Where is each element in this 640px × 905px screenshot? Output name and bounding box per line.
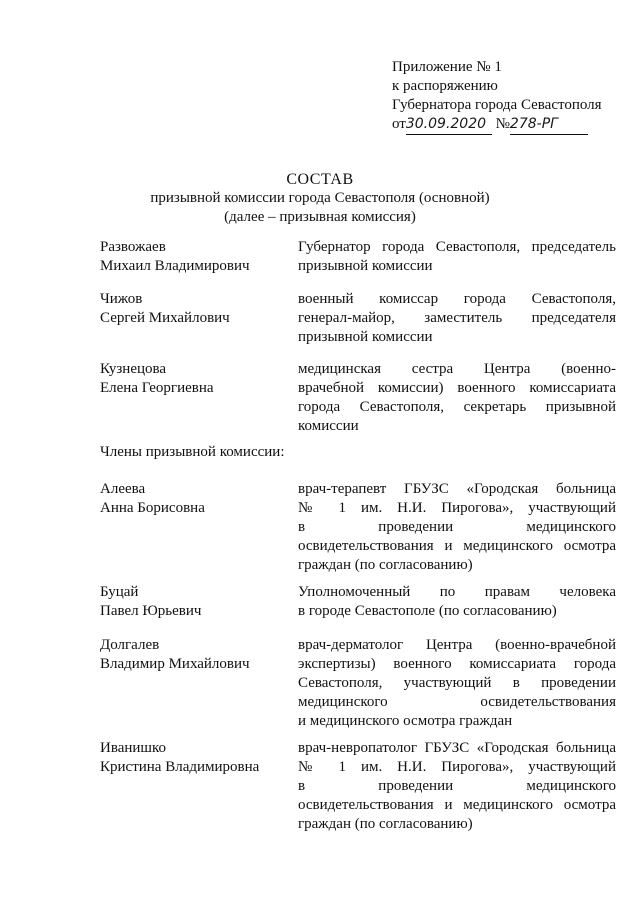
annex-block [392,58,602,135]
given-names: Елена Георгиевна [100,380,214,396]
document-heading [0,170,640,227]
annex-line-2: к распоряжению [392,78,498,94]
surname: Чижов [100,291,143,307]
role-line: граждан (по согласованию) [298,816,473,832]
role-line: медицинская сестра Центра (военно- [298,361,616,377]
document-note: (далее – призывная комиссия) [224,209,416,225]
document-title: СОСТАВ [286,171,354,188]
role-line: экспертизы) военного комиссариата города [298,656,616,672]
given-names: Сергей Михайлович [100,310,230,326]
role-line: врач-терапевт ГБУЗС «Городская больница [298,481,616,497]
role-line: врачебной комиссии) военного комиссариата [298,380,616,396]
given-names: Кристина Владимировна [100,759,260,775]
role-line: № 1 им. Н.И. Пирогова», участвующий [298,759,616,775]
person-name [100,290,290,328]
handwritten-date: 30.09.2020 [406,115,492,135]
person-name [100,238,290,276]
annex-line-3: Губернатора города Севастополя [392,97,602,113]
role-line: призывной комиссии [298,258,433,274]
number-prefix: № [495,116,510,132]
annex-line-1: Приложение № 1 [392,59,502,75]
person-name [100,636,290,674]
given-names: Михаил Владимирович [100,258,250,274]
given-names: Анна Борисовна [100,500,205,516]
given-names: Владимир Михайлович [100,656,250,672]
annex-date-line [392,115,602,135]
person-role [298,290,616,347]
members-label: Члены призывной комиссии: [100,444,285,460]
person-role [298,636,616,731]
role-line: в проведении медицинского [298,519,616,535]
person-name [100,739,290,777]
role-line: № 1 им. Н.И. Пирогова», участвующий [298,500,616,516]
document-subtitle: призывной комиссии города Севастополя (основной) [150,190,490,206]
person-name [100,360,290,398]
role-line: граждан (по согласованию) [298,557,473,573]
role-line: и медицинского осмотра граждан [298,713,513,729]
person-role [298,583,616,621]
person-role [298,360,616,436]
role-line: военный комиссар города Севастополя, [298,291,616,307]
surname: Алеева [100,481,146,497]
person-role [298,739,616,834]
person-name [100,583,290,621]
surname: Долгалев [100,637,160,653]
role-line: комиссии [298,418,359,434]
surname: Буцай [100,584,139,600]
role-line: города Севастополя, секретарь призывной [298,399,616,415]
surname: Иванишко [100,740,167,756]
role-line: освидетельствования и медицинского осмотра [298,797,616,813]
role-line: в городе Севастополе (по согласованию) [298,603,557,619]
role-line: Губернатор города Севастополя, председатель [298,239,616,255]
role-line: генерал-майор, заместитель председателя [298,310,616,326]
date-prefix: от [392,116,406,132]
role-line: врач-невропатолог ГБУЗС «Городская больница [298,740,616,756]
role-line: в проведении медицинского [298,778,616,794]
person-role [298,238,616,276]
given-names: Павел Юрьевич [100,603,202,619]
role-line: освидетельствования и медицинского осмотра [298,538,616,554]
person-name [100,480,290,518]
role-line: Севастополя, участвующий в проведении [298,675,616,691]
role-line: медицинского освидетельствования [298,694,616,710]
surname: Развожаев [100,239,166,255]
role-line: призывной комиссии [298,329,433,345]
handwritten-number: 278-РГ [510,115,588,135]
role-line: Уполномоченный по правам человека [298,584,616,600]
role-line: врач-дерматолог Центра (военно-врачебной [298,637,616,653]
surname: Кузнецова [100,361,167,377]
person-role [298,480,616,575]
